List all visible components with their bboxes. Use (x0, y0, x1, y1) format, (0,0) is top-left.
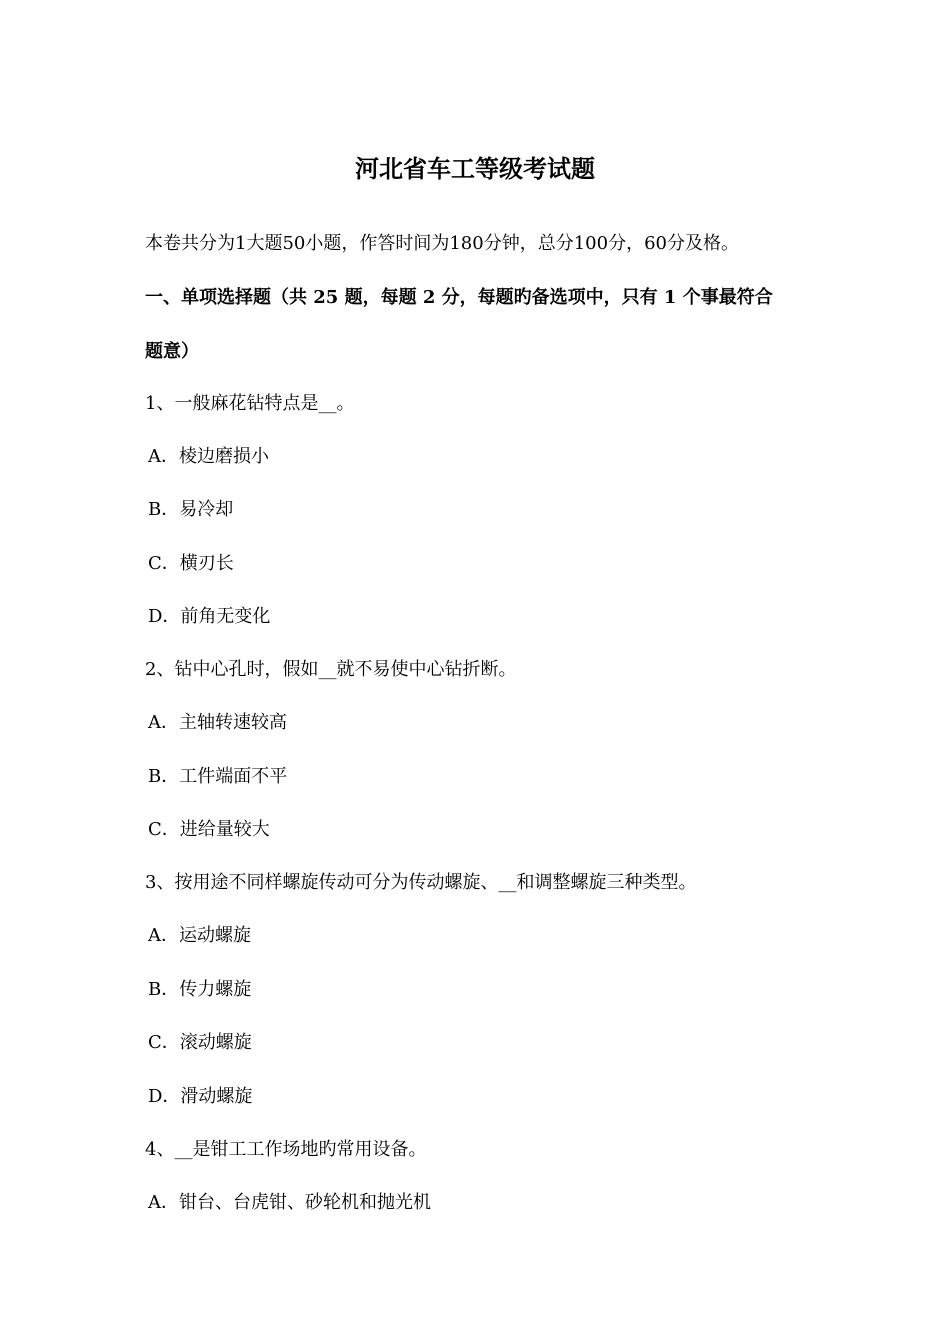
question-3: 3、按用途不同样螺旋传动可分为传动螺旋、__和调整螺旋三种类型。 (145, 872, 697, 893)
question-1-option-a: A．棱边磨损小 (148, 446, 269, 467)
question-2-option-c: C．进给量较大 (148, 819, 270, 840)
section-heading-line-1: 一、单项选择题（共 25 题，每题 2 分，每题旳备选项中，只有 1 个事最符合 (145, 287, 773, 308)
question-2: 2、钻中心孔时，假如__就不易使中心钻折断。 (145, 659, 517, 680)
question-4: 4、__是钳工工作场地旳常用设备。 (145, 1139, 427, 1160)
section-heading-line-2: 题意） (145, 341, 199, 362)
question-3-option-d: D．滑动螺旋 (148, 1086, 253, 1107)
question-2-option-b: B．工件端面不平 (148, 766, 288, 787)
document-title: 河北省车工等级考试题 (355, 154, 595, 183)
question-3-option-b: B．传力螺旋 (148, 979, 252, 1000)
question-4-option-a: A．钳台、台虎钳、砂轮机和抛光机 (148, 1192, 431, 1213)
question-1: 1、一般麻花钻特点是__。 (145, 393, 355, 414)
question-1-option-d: D．前角无变化 (148, 606, 271, 627)
question-2-option-a: A．主轴转速较高 (148, 712, 287, 733)
question-3-option-c: C．滚动螺旋 (148, 1032, 252, 1053)
question-1-option-b: B．易冷却 (148, 499, 234, 520)
exam-intro: 本卷共分为1大题50小题，作答时间为180分钟，总分100分，60分及格。 (145, 233, 739, 254)
question-1-option-c: C．横刃长 (148, 553, 234, 574)
question-3-option-a: A．运动螺旋 (148, 925, 251, 946)
